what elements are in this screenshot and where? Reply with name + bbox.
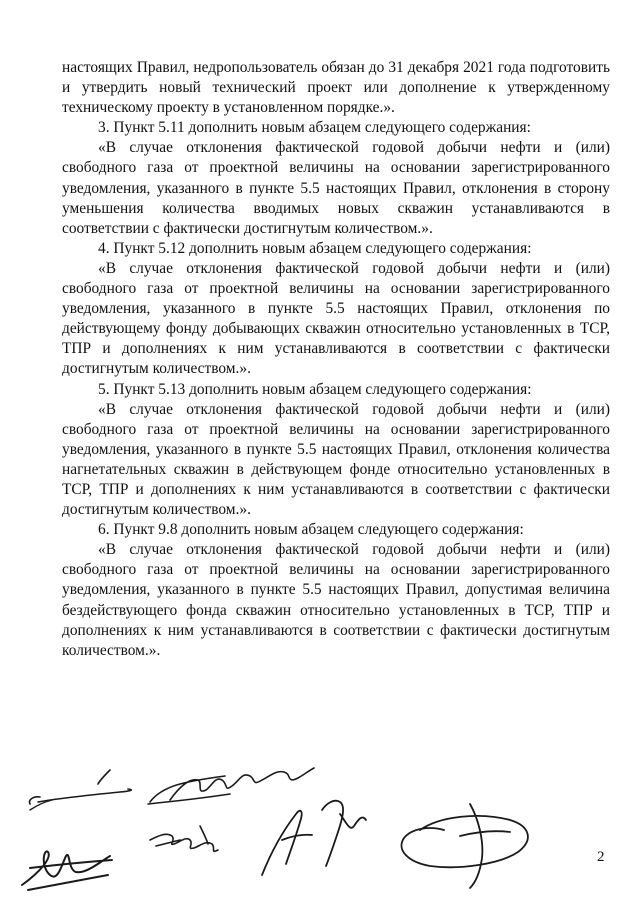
paragraph-item-3-text: «В случае отклонения фактической годовой добычи нефти и (или) свободного газа от проектной величины на основании зарегистрированного уведомления, указанного в пункте 5.5 настоящих Правил, отклонения в сторону уменьшения количества вводимых новых скважин устанавливаются в соответствии с фактически достигнутым количеством.».	[62, 139, 610, 237]
signature-1	[30, 770, 132, 804]
paragraph-item-4-heading: 4. Пункт 5.12 дополнить новым абзацем следующего содержания:	[98, 239, 532, 257]
paragraph-item-6-heading: 6. Пункт 9.8 дополнить новым абзацем следующего содержания:	[98, 521, 524, 539]
paragraph-item-3-heading: 3. Пункт 5.11 дополнить новым абзацем следующего содержания:	[98, 119, 531, 137]
signature-4	[150, 826, 218, 851]
signature-2	[22, 851, 112, 890]
signatures-area	[0, 740, 640, 905]
paragraph-item-6-text: «В случае отклонения фактической годовой добычи нефти и (или) свободного газа от проектной величины на основании зарегистрированного уведомления, указанного в пункте 5.5 настоящих Правил, допустимая величина бездействующего фонда скважин относительно установленных в ТСР, ТПР и дополнениях к ним устанавливаются в соответствии с фактически достигнутым количеством.».	[62, 541, 610, 659]
paragraph-item-5-heading: 5. Пункт 5.13 дополнить новым абзацем следующего содержания:	[98, 380, 532, 398]
paragraph-item-4-text: «В случае отклонения фактической годовой добычи нефти и (или) свободного газа от проектной величины на основании зарегистрированного уведомления, указанного в пункте 5.5 настоящих Правил, отклонения по действующему фонду добывающих скважин относительно установленных в ТСР, ТПР и дополнениях к ним устанавливаются в соответствии с фактически достигнутым количеством.».	[62, 259, 610, 378]
signatures-svg	[0, 740, 640, 905]
paragraph-item-5-text: «В случае отклонения фактической годовой добычи нефти и (или) свободного газа от проектной величины на основании зарегистрированного уведомления, указанного в пункте 5.5 настоящих Правил, отклонения количества нагнетательных скважин в действующем фонде относительно установленных в ТСР, ТПР и дополнениях к ним устанавливаются в соответствии с фактически достигнутым количеством.».	[62, 400, 610, 519]
signature-5	[262, 801, 366, 875]
signature-6	[402, 804, 528, 888]
document-body	[62, 58, 610, 661]
signature-3	[148, 768, 314, 804]
paragraph-continuation: настоящих Правил, недропользователь обязан до 31 декабря 2021 года подготовить и утвердить новый технический проект или дополнение к утвержденному техническому проекту в установленном порядке.».	[62, 59, 610, 117]
page-number: 2	[597, 849, 605, 865]
